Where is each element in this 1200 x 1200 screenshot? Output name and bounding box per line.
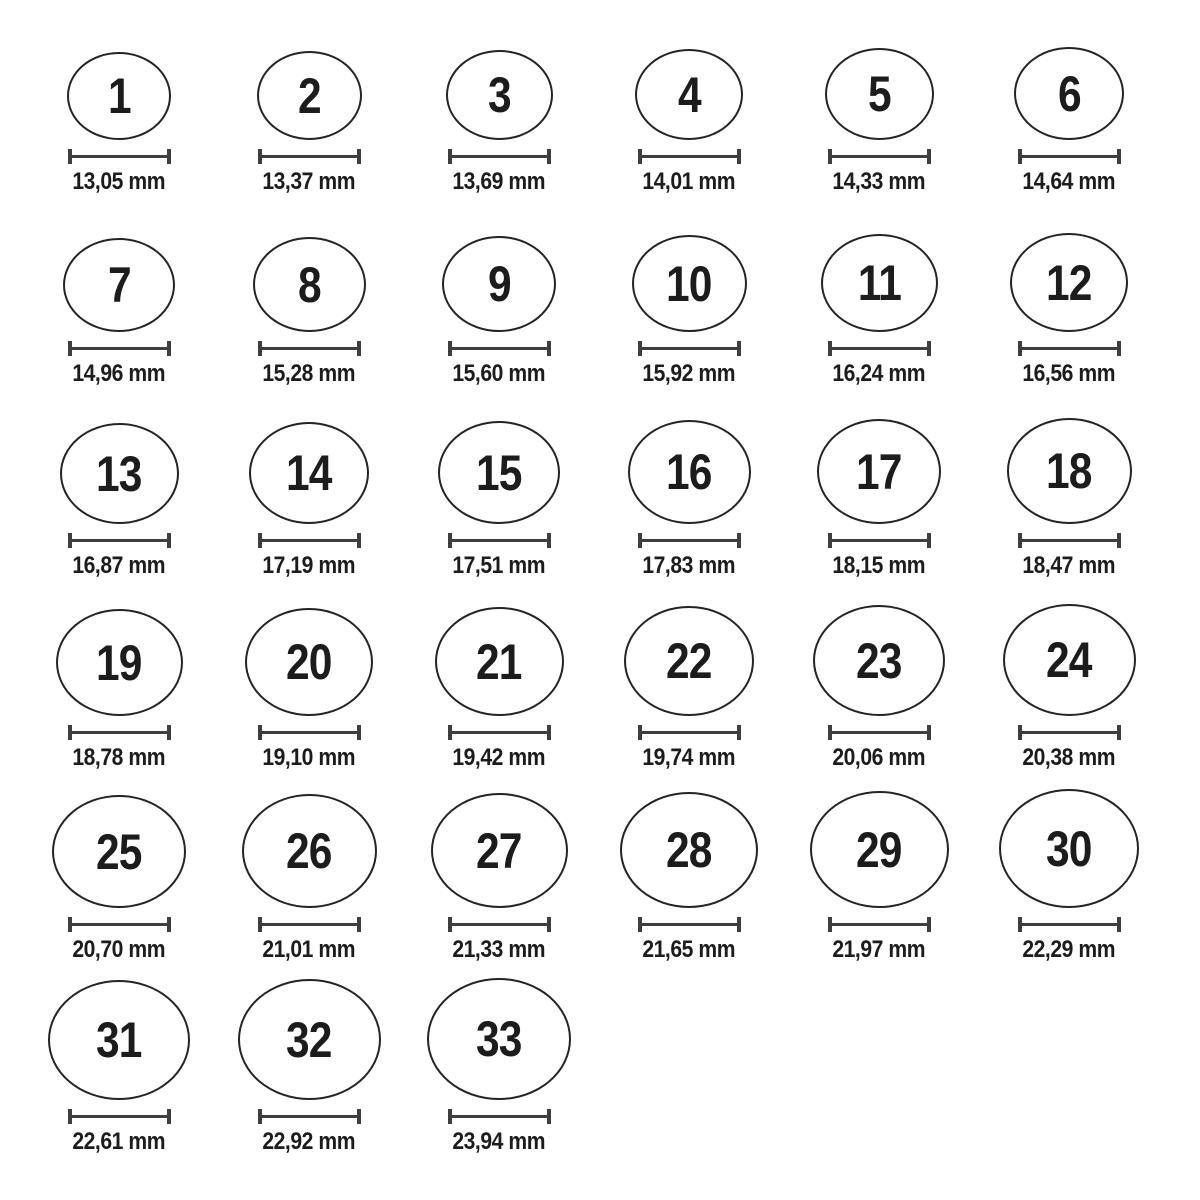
ring-size-item	[784, 398, 974, 590]
diameter-dimension-line	[448, 149, 551, 164]
diameter-dimension-line	[448, 533, 551, 548]
ring-size-number: 32	[286, 1011, 332, 1068]
ring-circle	[446, 50, 553, 140]
diameter-dimension-line	[68, 533, 171, 548]
ring-circle	[67, 52, 171, 140]
ring-size-item	[974, 398, 1164, 590]
ring-size-number: 1	[107, 68, 131, 124]
diameter-dimension-line	[258, 917, 361, 932]
diameter-dimension-line	[638, 341, 741, 356]
diameter-dimension-line	[638, 149, 741, 164]
ring-size-item	[594, 782, 784, 974]
dimension-line-bar	[452, 347, 547, 350]
diameter-dimension-line	[258, 149, 361, 164]
diameter-label: 16,87 mm	[72, 552, 166, 579]
ring-size-item	[214, 590, 404, 782]
dimension-line-bar	[832, 923, 927, 926]
ring-circle	[1014, 47, 1124, 140]
diameter-label: 16,56 mm	[1022, 360, 1116, 387]
ring-size-item	[594, 14, 784, 206]
diameter-dimension-line	[828, 149, 931, 164]
diameter-label: 18,78 mm	[72, 744, 166, 771]
ring-size-number: 17	[856, 443, 902, 500]
diameter-dimension-line	[68, 341, 171, 356]
dimension-line-bar	[72, 923, 167, 926]
ring-circle	[245, 608, 373, 716]
dimension-line-bar	[262, 1115, 357, 1118]
diameter-dimension-line	[1018, 149, 1121, 164]
diameter-label: 20,38 mm	[1022, 744, 1116, 771]
ring-circle	[635, 49, 743, 140]
ring-circle	[56, 609, 183, 716]
ring-size-item	[974, 14, 1164, 206]
ring-circle	[821, 234, 938, 332]
ring-size-number: 23	[856, 632, 902, 689]
diameter-label: 14,01 mm	[642, 168, 736, 195]
diameter-dimension-line	[258, 341, 361, 356]
ring-size-item	[784, 14, 974, 206]
ring-size-item	[594, 206, 784, 398]
dimension-line-bar	[1022, 539, 1117, 542]
ring-size-item	[974, 590, 1164, 782]
diameter-label: 19,42 mm	[452, 744, 546, 771]
ring-circle	[813, 605, 945, 716]
diameter-dimension-line	[828, 533, 931, 548]
ring-size-item	[24, 974, 214, 1166]
diameter-label: 22,61 mm	[72, 1128, 166, 1155]
ring-size-item	[784, 590, 974, 782]
ring-circle	[257, 51, 362, 140]
diameter-label: 17,51 mm	[452, 552, 546, 579]
ring-circle	[48, 980, 190, 1100]
diameter-label: 22,92 mm	[262, 1128, 356, 1155]
ring-size-number: 19	[96, 634, 142, 691]
diameter-label: 21,65 mm	[642, 936, 736, 963]
ring-size-item	[594, 398, 784, 590]
ring-size-number: 21	[476, 633, 522, 690]
ring-circle	[620, 792, 758, 908]
ring-circle	[438, 421, 560, 524]
dimension-line-bar	[642, 155, 737, 158]
diameter-dimension-line	[258, 1109, 361, 1124]
ring-size-number: 28	[666, 822, 712, 878]
ring-circle	[427, 978, 571, 1100]
dimension-line-bar	[452, 155, 547, 158]
ring-circle	[825, 48, 934, 140]
dimension-line-bar	[642, 539, 737, 542]
ring-size-item	[214, 974, 404, 1166]
dimension-line-bar	[832, 731, 927, 734]
ring-circle	[1003, 604, 1136, 716]
ring-size-number: 7	[107, 257, 131, 313]
ring-circle	[817, 419, 941, 524]
ring-size-number: 10	[666, 255, 712, 312]
ring-circle	[249, 422, 369, 524]
diameter-dimension-line	[68, 917, 171, 932]
dimension-line-bar	[72, 1115, 167, 1118]
ring-size-item	[974, 206, 1164, 398]
diameter-dimension-line	[638, 533, 741, 548]
ring-circle	[999, 789, 1139, 908]
dimension-line-bar	[262, 539, 357, 542]
diameter-dimension-line	[448, 725, 551, 740]
ring-size-number: 5	[867, 66, 891, 122]
ring-circle	[1010, 233, 1128, 332]
ring-size-number: 9	[487, 256, 511, 312]
ring-circle	[60, 423, 179, 524]
ring-size-item	[594, 590, 784, 782]
diameter-label: 19,74 mm	[642, 744, 736, 771]
diameter-dimension-line	[1018, 341, 1121, 356]
diameter-label: 15,28 mm	[262, 360, 356, 387]
ring-size-number: 31	[96, 1012, 142, 1068]
ring-circle	[628, 420, 751, 524]
ring-size-number: 16	[666, 444, 712, 500]
diameter-dimension-line	[448, 917, 551, 932]
diameter-label: 20,06 mm	[832, 744, 926, 771]
diameter-label: 17,83 mm	[642, 552, 736, 579]
ring-size-item	[24, 590, 214, 782]
dimension-line-bar	[452, 1115, 547, 1118]
diameter-dimension-line	[828, 341, 931, 356]
dimension-line-bar	[452, 923, 547, 926]
diameter-label: 18,15 mm	[832, 552, 926, 579]
ring-size-item	[24, 782, 214, 974]
dimension-line-bar	[72, 347, 167, 350]
dimension-line-bar	[262, 155, 357, 158]
diameter-dimension-line	[638, 917, 741, 932]
diameter-label: 19,10 mm	[262, 744, 356, 771]
dimension-line-bar	[642, 923, 737, 926]
diameter-label: 20,70 mm	[72, 936, 166, 963]
ring-size-number: 30	[1046, 820, 1092, 877]
ring-circle	[442, 236, 556, 332]
diameter-dimension-line	[448, 341, 551, 356]
diameter-label: 17,19 mm	[262, 552, 356, 579]
dimension-line-bar	[262, 347, 357, 350]
ring-circle	[242, 794, 377, 908]
diameter-dimension-line	[68, 149, 171, 164]
ring-size-item	[24, 206, 214, 398]
ring-size-number: 15	[476, 444, 522, 501]
diameter-label: 21,33 mm	[452, 936, 546, 963]
diameter-label: 13,37 mm	[262, 168, 356, 195]
dimension-line-bar	[72, 731, 167, 734]
diameter-label: 14,64 mm	[1022, 168, 1116, 195]
ring-size-item	[404, 398, 594, 590]
dimension-line-bar	[1022, 347, 1117, 350]
diameter-dimension-line	[828, 725, 931, 740]
ring-size-number: 14	[286, 445, 332, 501]
diameter-label: 13,69 mm	[452, 168, 546, 195]
ring-size-item	[404, 782, 594, 974]
diameter-label: 18,47 mm	[1022, 552, 1116, 579]
ring-size-item	[784, 206, 974, 398]
diameter-dimension-line	[1018, 533, 1121, 548]
ring-size-item	[974, 782, 1164, 974]
ring-size-item	[214, 206, 404, 398]
diameter-label: 15,92 mm	[642, 360, 736, 387]
ring-circle	[435, 607, 564, 716]
ring-circle	[238, 979, 381, 1100]
ring-size-item	[404, 590, 594, 782]
diameter-dimension-line	[258, 533, 361, 548]
ring-size-item	[24, 14, 214, 206]
diameter-label: 21,97 mm	[832, 936, 926, 963]
ring-size-number: 11	[857, 255, 901, 311]
diameter-dimension-line	[68, 725, 171, 740]
ring-circle	[632, 235, 747, 332]
dimension-line-bar	[452, 731, 547, 734]
diameter-label: 22,29 mm	[1022, 936, 1116, 963]
dimension-line-bar	[832, 539, 927, 542]
ring-circle	[810, 791, 949, 908]
ring-size-number: 33	[476, 1011, 522, 1067]
dimension-line-bar	[1022, 923, 1117, 926]
ring-size-item	[784, 782, 974, 974]
ring-size-number: 8	[297, 256, 321, 313]
ring-size-number: 13	[96, 445, 142, 502]
diameter-dimension-line	[258, 725, 361, 740]
ring-size-number: 22	[666, 633, 712, 689]
diameter-dimension-line	[1018, 917, 1121, 932]
ring-size-number: 3	[487, 67, 511, 123]
diameter-label: 21,01 mm	[262, 936, 356, 963]
dimension-line-bar	[1022, 155, 1117, 158]
ring-circle	[52, 795, 186, 908]
dimension-line-bar	[72, 539, 167, 542]
dimension-line-bar	[642, 731, 737, 734]
ring-circle	[624, 606, 754, 716]
ring-size-number: 25	[96, 823, 142, 880]
ring-size-number: 29	[856, 821, 902, 878]
diameter-label: 13,05 mm	[72, 168, 166, 195]
ring-size-item	[404, 206, 594, 398]
diameter-dimension-line	[1018, 725, 1121, 740]
ring-size-item	[214, 398, 404, 590]
ring-size-number: 6	[1057, 65, 1081, 122]
diameter-dimension-line	[448, 1109, 551, 1124]
ring-size-number: 18	[1046, 443, 1092, 499]
ring-size-number: 20	[286, 634, 332, 690]
dimension-line-bar	[452, 539, 547, 542]
diameter-label: 16,24 mm	[832, 360, 926, 387]
dimension-line-bar	[262, 731, 357, 734]
diameter-label: 23,94 mm	[452, 1128, 546, 1155]
dimension-line-bar	[72, 155, 167, 158]
diameter-dimension-line	[68, 1109, 171, 1124]
dimension-line-bar	[832, 347, 927, 350]
ring-circle	[63, 238, 175, 332]
diameter-label: 14,96 mm	[72, 360, 166, 387]
ring-size-number: 2	[297, 67, 321, 124]
ring-size-item	[404, 14, 594, 206]
ring-size-item	[404, 974, 594, 1166]
ring-size-item	[214, 782, 404, 974]
ring-size-number: 12	[1046, 254, 1092, 311]
ring-size-item	[24, 398, 214, 590]
dimension-line-bar	[1022, 731, 1117, 734]
diameter-label: 14,33 mm	[832, 168, 926, 195]
ring-size-number: 27	[476, 822, 522, 879]
diameter-dimension-line	[828, 917, 931, 932]
ring-size-number: 26	[286, 823, 332, 879]
ring-size-number: 4	[677, 66, 701, 123]
ring-circle	[431, 793, 568, 908]
ring-circle	[253, 237, 366, 332]
diameter-dimension-line	[638, 725, 741, 740]
dimension-line-bar	[642, 347, 737, 350]
ring-size-item	[214, 14, 404, 206]
ring-size-number: 24	[1046, 632, 1092, 688]
diameter-label: 15,60 mm	[452, 360, 546, 387]
dimension-line-bar	[262, 923, 357, 926]
dimension-line-bar	[832, 155, 927, 158]
ring-circle	[1007, 418, 1132, 524]
